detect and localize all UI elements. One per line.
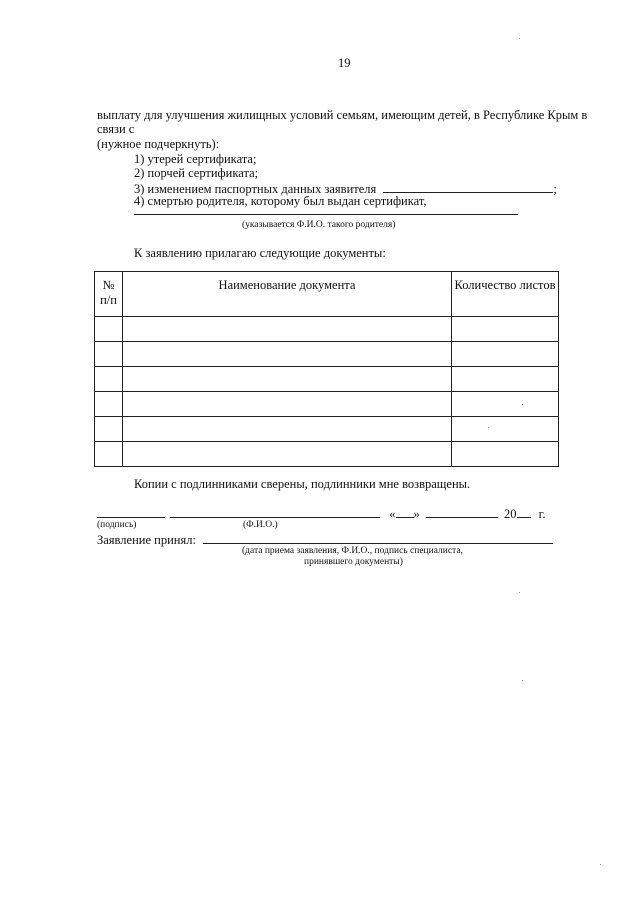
table-row	[95, 392, 559, 417]
document-name-cell	[123, 317, 452, 342]
number-cell	[95, 392, 123, 417]
sheet-count-cell	[452, 367, 559, 392]
date-quote-open: «	[389, 507, 396, 521]
document-name-cell	[123, 392, 452, 417]
parent-name-line	[134, 214, 518, 215]
page-number: 19	[338, 56, 351, 70]
header-number: № п/п	[95, 272, 123, 317]
date-signature-line	[97, 505, 545, 522]
attachments-heading: К заявлению прилагаю следующие документы:	[134, 246, 386, 260]
signature-caption: (подпись)	[97, 520, 137, 530]
accepted-caption-line-2: принявшего документы)	[304, 557, 403, 567]
table-row	[95, 442, 559, 467]
sheet-count-cell	[452, 442, 559, 467]
fio-fill-line	[170, 505, 380, 518]
intro-line-2: связи с	[97, 122, 135, 136]
header-sheet-count: Количество листов	[452, 272, 559, 317]
table-row	[95, 417, 559, 442]
documents-table	[94, 271, 559, 467]
number-cell	[95, 442, 123, 467]
intro-line-3: (нужное подчеркнуть):	[97, 137, 220, 151]
accepted-by-fill-line	[203, 531, 553, 544]
sheet-count-cell	[452, 417, 559, 442]
number-cell	[95, 367, 123, 392]
year-prefix: 20	[504, 507, 517, 521]
year-fill-line	[517, 505, 531, 518]
document-name-cell	[123, 417, 452, 442]
sheet-count-cell	[452, 392, 559, 417]
reason-item-2: 2) порчей сертификата;	[134, 166, 259, 180]
table-row	[95, 342, 559, 367]
document-name-cell	[123, 442, 452, 467]
header-document-name: Наименование документа	[123, 272, 452, 317]
number-cell	[95, 317, 123, 342]
table-row	[95, 367, 559, 392]
reason-item-1: 1) утерей сертификата;	[134, 152, 257, 166]
number-cell	[95, 342, 123, 367]
reason-item-4: 4) смертью родителя, которому был выдан сертификат,	[134, 194, 427, 208]
reason-item-3-label: 3) изменением паспортных данных заявителя	[134, 182, 377, 196]
month-fill-line	[426, 505, 498, 518]
fio-caption: (Ф.И.О.)	[243, 520, 278, 530]
day-fill-line	[396, 505, 414, 518]
number-cell	[95, 417, 123, 442]
document-name-cell	[123, 367, 452, 392]
reason-item-3-end: ;	[553, 182, 557, 196]
sheet-count-cell	[452, 317, 559, 342]
sheet-count-cell	[452, 342, 559, 367]
date-quote-close: »	[413, 507, 420, 521]
parent-name-caption: (указывается Ф.И.О. такого родителя)	[242, 220, 396, 230]
table-body	[95, 317, 559, 467]
accepted-by-label: Заявление принял:	[97, 533, 196, 547]
table-row	[95, 317, 559, 342]
intro-line-1: выплату для улучшения жилищных условий семьям, имеющим детей, в Республике Крым в	[97, 108, 588, 122]
document-name-cell	[123, 342, 452, 367]
accepted-caption-line-1: (дата приема заявления, Ф.И.О., подпись специалиста,	[242, 546, 463, 556]
passport-change-fill-line	[383, 180, 553, 193]
table-header-row	[95, 272, 559, 317]
copies-verified-text: Копии с подлинниками сверены, подлинники мне возвращены.	[134, 477, 471, 491]
signature-fill-line	[97, 505, 165, 518]
year-suffix: г.	[538, 507, 546, 521]
